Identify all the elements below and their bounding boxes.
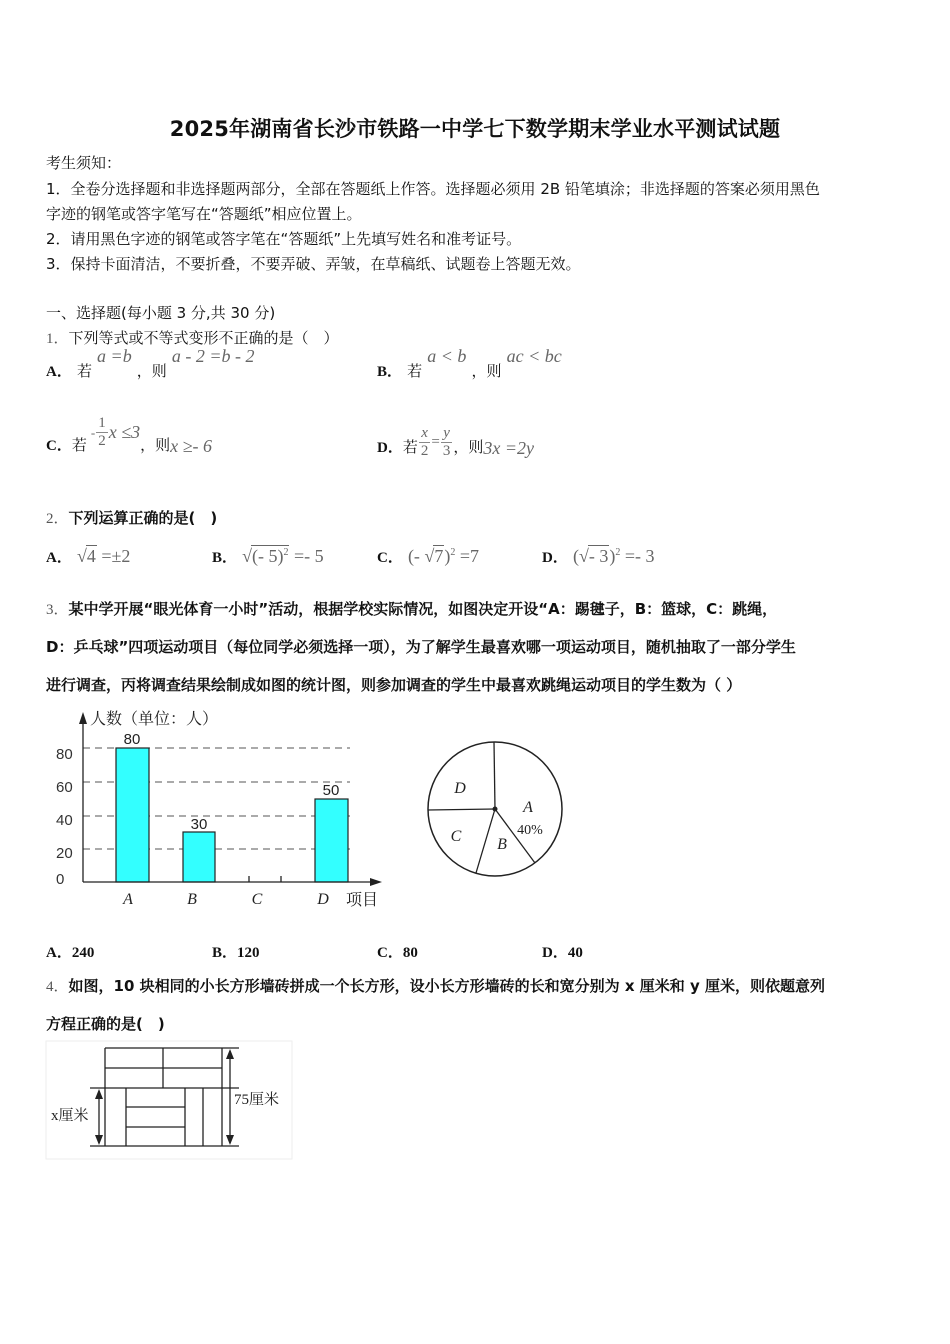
expression: √(- 5)$^2$ =- 5 [242,546,324,566]
q2-option-c[interactable] [377,545,479,567]
if-word: 若 [71,436,87,454]
question-4-line-2: 方程正确的是( ) [46,1015,165,1033]
svg-text:80: 80 [123,731,141,748]
question-number: 2． [46,511,69,527]
expression: √4 =±2 [76,546,131,566]
condition-expr: - $\frac{1}{2}$ x ≤3 [90,415,141,449]
svg-text:B: B [187,891,197,908]
q1-option-b[interactable] [377,346,562,381]
expression: (- √7)$^2$ =7 [407,546,479,566]
svg-text:20: 20 [56,845,73,862]
fraction: $\frac{1}{2}$ [98,415,106,449]
condition-expr: a < b [427,346,467,366]
svg-text:D: D [454,780,466,797]
notice-line-1: 1．全卷分选择题和非选择题两部分，全部在答题纸上作答。选择题必须用 2B 铅笔填涂；非选择题的答案必须用黑色 [46,180,820,198]
svg-text:人数（单位：人）: 人数（单位：人） [90,709,219,728]
option-label: B． [212,550,238,566]
condition-expr: $\frac{x}{2}$ = $\frac{y}{3}$ [420,425,451,459]
svg-text:A: A [123,891,133,908]
q3-option-a[interactable]: A．240 [46,945,95,961]
question-3-line-3: 进行调查，丙将调查结果绘制成如图的统计图，则参加调查的学生中最喜欢跳绳运动项目的学生数为（ ） [46,676,742,694]
question-text: 下列等式或不等式变形不正确的是（ ） [68,329,339,347]
svg-text:D: D [317,891,329,908]
bar-chart [40,700,400,920]
q1-option-a[interactable] [46,346,255,381]
fraction: $\frac{x}{2}$ [420,425,429,459]
question-number: 3． [46,602,69,618]
svg-text:C: C [450,828,462,845]
result-expr: x ≥- 6 [170,436,212,456]
option-label: C． [377,550,403,566]
q3-option-c[interactable]: C．80 [377,945,418,961]
svg-text:50: 50 [322,782,340,799]
svg-text:40: 40 [56,812,73,829]
question-3-line-2: D：乒乓球”四项运动项目（每位同学必须选择一项），为了解学生最喜欢哪一项运动项目，随机抽取了一部分学生 [46,638,796,656]
option-label: A． [46,550,72,566]
question-text: 如图，10 块相同的小长方形墙砖拼成一个长方形，设小长方形墙砖的长和宽分别为 x 厘米和 y 厘米，则依题意列 [68,977,825,995]
svg-text:40%: 40% [517,823,543,838]
option-label: C． [46,438,72,454]
q1-option-c[interactable] [46,415,212,457]
question-1-stem [46,327,339,348]
q2-option-b[interactable] [212,545,324,567]
expression: (√- 3)$^2$ =- 3 [572,546,655,566]
then-word: ，则 [140,436,171,454]
condition-expr: a =b [97,346,132,366]
question-number: 1． [46,331,69,347]
svg-text:C: C [251,891,263,908]
if-word: 若 [407,362,423,380]
if-word: 若 [76,362,92,380]
section-heading: 一、选择题(每小题 3 分,共 30 分) [46,304,276,322]
tile-figure [40,1035,300,1165]
fraction: $\frac{y}{3}$ [442,425,451,459]
notice-heading: 考生须知： [46,154,122,172]
q1-option-d[interactable] [377,426,534,459]
q2-option-a[interactable] [46,545,130,567]
if-word: 若 [402,438,418,456]
then-word: ，则 [453,438,484,456]
svg-text:A: A [523,799,533,816]
option-label: D． [377,440,403,456]
question-3-line-1 [46,598,777,619]
then-word: ，则 [136,362,167,380]
question-text: 下列运算正确的是( ) [68,509,218,527]
q3-option-b[interactable]: B．120 [212,945,260,961]
svg-text:B: B [497,836,507,853]
q2-option-d[interactable] [542,545,654,567]
svg-text:项目: 项目 [346,890,379,909]
q3-option-d[interactable]: D．40 [542,945,583,961]
question-2-stem [46,507,217,528]
question-text: 某中学开展“眼光体育一小时”活动，根据学校实际情况，如图决定开设“A：踢毽子，B：篮球，C：跳绳， [68,600,778,618]
question-4-line-1 [46,975,825,996]
option-label: B． [377,364,403,380]
option-label: A． [46,364,72,380]
option-label: D． [542,550,568,566]
pie-chart [415,730,575,890]
svg-text:80: 80 [56,746,73,763]
result-expr: 3x =2y [483,438,534,458]
svg-text:30: 30 [190,816,208,833]
x-dimension-label: x厘米 [51,1108,89,1124]
svg-text:60: 60 [56,779,73,796]
page-title: 2025年湖南省长沙市铁路一中学七下数学期末学业水平测试试题 [169,117,781,141]
result-expr: a - 2 =b - 2 [171,346,255,366]
result-expr: ac < bc [506,346,562,366]
notice-line-2: 字迹的钢笔或答字笔写在“答题纸”相应位置上。 [46,205,362,223]
total-height-label: 75厘米 [234,1092,280,1108]
question-number: 4． [46,979,69,995]
svg-text:0: 0 [56,871,65,888]
notice-line-3: 2．请用黑色字迹的钢笔或答字笔在“答题纸”上先填写姓名和准考证号。 [46,230,522,248]
notice-line-4: 3．保持卡面清洁，不要折叠，不要弄破、弄皱，在草稿纸、试题卷上答题无效。 [46,255,581,273]
then-word: ，则 [471,362,502,380]
